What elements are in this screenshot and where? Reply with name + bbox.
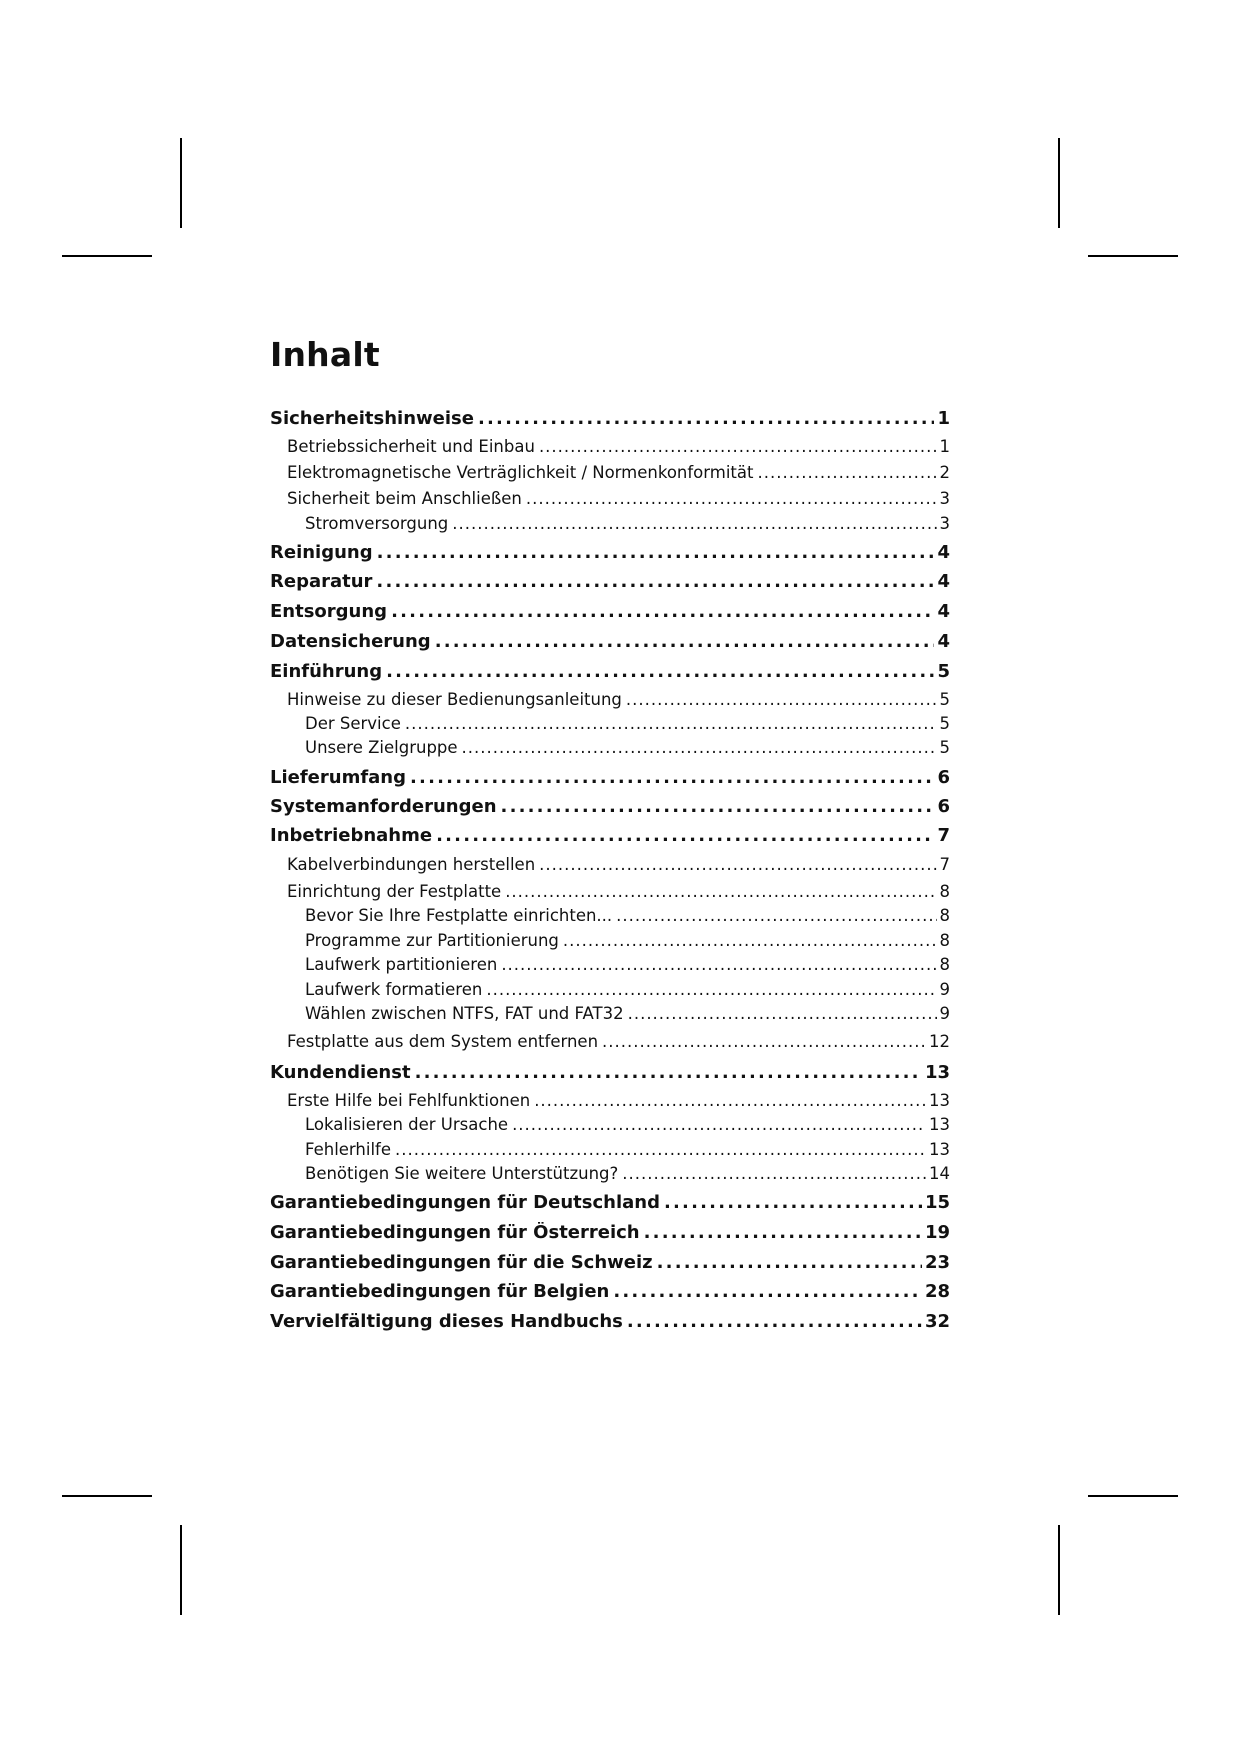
- toc-entry[interactable]: [270, 1091, 950, 1110]
- dot-leader: [563, 931, 937, 950]
- toc-entry-label: Garantiebedingungen für Belgien: [270, 1281, 610, 1302]
- toc-entry-label: Benötigen Sie weitere Unterstützung?: [305, 1164, 619, 1183]
- dot-leader: [628, 1004, 937, 1023]
- toc-entry-label: Sicherheitshinweise: [270, 408, 474, 429]
- dot-leader: [622, 1164, 926, 1183]
- toc-entry[interactable]: [270, 661, 950, 682]
- toc-entry-page-number: 4: [937, 631, 950, 652]
- toc-entry[interactable]: [270, 1140, 950, 1159]
- toc-entry-page-number: 4: [937, 571, 950, 592]
- toc-entry[interactable]: [270, 489, 950, 508]
- toc-entry-page-number: 5: [937, 661, 950, 682]
- toc-entry-label: Inbetriebnahme: [270, 825, 433, 846]
- toc-entry-page-number: 7: [939, 855, 950, 874]
- dot-leader: [478, 408, 935, 429]
- toc-entry-label: Fehlerhilfe: [305, 1140, 392, 1159]
- toc-entry-label: Einführung: [270, 661, 383, 682]
- toc-entry-page-number: 3: [939, 489, 950, 508]
- crop-mark-bottom-right-horizontal: [1088, 1495, 1178, 1497]
- toc-entry-page-number: 7: [937, 825, 950, 846]
- toc-entry[interactable]: [270, 714, 950, 733]
- toc-entry-label: Vervielfältigung dieses Handbuchs: [270, 1311, 623, 1332]
- crop-mark-top-right-horizontal: [1088, 255, 1178, 257]
- toc-entry-label: Programme zur Partitionierung: [305, 931, 559, 950]
- toc-entry-page-number: 13: [929, 1140, 950, 1159]
- toc-entry[interactable]: [270, 542, 950, 563]
- toc-entry[interactable]: [270, 796, 950, 817]
- dot-leader: [526, 489, 937, 508]
- toc-entry-page-number: 4: [937, 542, 950, 563]
- toc-entry-label: Lokalisieren der Ursache: [305, 1115, 509, 1134]
- dot-leader: [501, 796, 935, 817]
- toc-entry[interactable]: [270, 514, 950, 533]
- toc-entry[interactable]: [270, 1311, 950, 1332]
- dot-leader: [512, 1115, 926, 1134]
- toc-entry[interactable]: [270, 855, 950, 874]
- toc-entry-label: Festplatte aus dem System entfernen: [287, 1032, 599, 1051]
- dot-leader: [386, 661, 934, 682]
- toc-entry-page-number: 5: [939, 738, 950, 757]
- dot-leader: [452, 514, 936, 533]
- toc-entry[interactable]: [270, 408, 950, 429]
- dot-leader: [664, 1192, 922, 1213]
- toc-entry[interactable]: [270, 767, 950, 788]
- toc-entry-page-number: 8: [939, 955, 950, 974]
- toc-entry-label: Reparatur: [270, 571, 373, 592]
- crop-mark-top-left-vertical: [180, 138, 182, 228]
- toc-entry-label: Bevor Sie Ihre Festplatte einrichten...: [305, 906, 613, 925]
- toc-entry-page-number: 15: [924, 1192, 950, 1213]
- toc-entry[interactable]: [270, 1004, 950, 1023]
- dot-leader: [391, 601, 934, 622]
- toc-entry[interactable]: [270, 1222, 950, 1243]
- crop-mark-top-right-vertical: [1058, 138, 1060, 228]
- toc-entry[interactable]: [270, 1192, 950, 1213]
- toc-entry-page-number: 12: [929, 1032, 950, 1051]
- dot-leader: [657, 1252, 922, 1273]
- toc-entry-page-number: 5: [939, 714, 950, 733]
- dot-leader: [602, 1032, 926, 1051]
- toc-entry-page-number: 4: [937, 601, 950, 622]
- toc-entry[interactable]: [270, 955, 950, 974]
- toc-entry[interactable]: [270, 1164, 950, 1183]
- toc-entry-label: Elektromagnetische Verträglichkeit / Normenkonformität: [287, 463, 754, 482]
- toc-entry-page-number: 9: [939, 980, 950, 999]
- dot-leader: [410, 767, 934, 788]
- toc-entry-page-number: 1: [939, 437, 950, 456]
- toc-entry-page-number: 28: [924, 1281, 950, 1302]
- crop-mark-bottom-right-vertical: [1058, 1525, 1060, 1615]
- dot-leader: [505, 882, 936, 901]
- toc-entry-label: Datensicherung: [270, 631, 431, 652]
- toc-entry[interactable]: [270, 980, 950, 999]
- dot-leader: [462, 738, 937, 757]
- crop-mark-top-left-horizontal: [62, 255, 152, 257]
- toc-entry-page-number: 8: [939, 931, 950, 950]
- toc-entry-label: Erste Hilfe bei Fehlfunktionen: [287, 1091, 531, 1110]
- toc-entry-label: Lieferumfang: [270, 767, 407, 788]
- toc-entry-page-number: 19: [924, 1222, 950, 1243]
- dot-leader: [757, 463, 936, 482]
- page-title: Inhalt: [270, 335, 380, 374]
- dot-leader: [627, 1311, 922, 1332]
- toc-entry[interactable]: [270, 571, 950, 592]
- dot-leader: [539, 855, 936, 874]
- toc-entry-label: Laufwerk formatieren: [305, 980, 483, 999]
- toc-entry[interactable]: [270, 738, 950, 757]
- toc-entry-page-number: 8: [939, 882, 950, 901]
- toc-entry-page-number: 13: [929, 1115, 950, 1134]
- toc-entry-label: Wählen zwischen NTFS, FAT und FAT32: [305, 1004, 624, 1023]
- toc-entry[interactable]: [270, 882, 950, 901]
- toc-entry-page-number: 13: [924, 1062, 950, 1083]
- crop-mark-bottom-left-vertical: [180, 1525, 182, 1615]
- dot-leader: [616, 906, 936, 925]
- dot-leader: [405, 714, 937, 733]
- toc-entry-label: Kundendienst: [270, 1062, 411, 1083]
- dot-leader: [377, 542, 935, 563]
- toc-entry-label: Stromversorgung: [305, 514, 449, 533]
- dot-leader: [436, 825, 934, 846]
- toc-entry-label: Entsorgung: [270, 601, 388, 622]
- toc-entry-label: Kabelverbindungen herstellen: [287, 855, 536, 874]
- toc-entry[interactable]: [270, 1281, 950, 1302]
- toc-entry-label: Laufwerk partitionieren: [305, 955, 498, 974]
- dot-leader: [395, 1140, 926, 1159]
- toc-entry-label: Betriebssicherheit und Einbau: [287, 437, 535, 456]
- toc-entry[interactable]: [270, 631, 950, 652]
- dot-leader: [534, 1091, 926, 1110]
- toc-entry[interactable]: [270, 1252, 950, 1273]
- toc-entry[interactable]: [270, 690, 950, 709]
- toc-entry-label: Hinweise zu dieser Bedienungsanleitung: [287, 690, 622, 709]
- toc-entry[interactable]: [270, 437, 950, 456]
- dot-leader: [435, 631, 935, 652]
- toc-entry-page-number: 23: [924, 1252, 950, 1273]
- toc-entry[interactable]: [270, 825, 950, 846]
- toc-entry-page-number: 8: [939, 906, 950, 925]
- toc-entry-page-number: 14: [929, 1164, 950, 1183]
- dot-leader: [613, 1281, 922, 1302]
- toc-entry-page-number: 32: [924, 1311, 950, 1332]
- toc-entry-label: Sicherheit beim Anschließen: [287, 489, 522, 508]
- toc-entry-label: Garantiebedingungen für die Schweiz: [270, 1252, 653, 1273]
- toc-entry-label: Unsere Zielgruppe: [305, 738, 458, 757]
- toc-entry-label: Einrichtung der Festplatte: [287, 882, 502, 901]
- toc-entry-page-number: 3: [939, 514, 950, 533]
- toc-entry-page-number: 1: [937, 408, 950, 429]
- toc-entry-page-number: 9: [939, 1004, 950, 1023]
- toc-entry-label: Garantiebedingungen für Deutschland: [270, 1192, 660, 1213]
- dot-leader: [376, 571, 934, 592]
- crop-mark-bottom-left-horizontal: [62, 1495, 152, 1497]
- toc-entry-label: Der Service: [305, 714, 401, 733]
- toc-entry[interactable]: [270, 1062, 950, 1083]
- toc-entry-page-number: 6: [937, 767, 950, 788]
- toc-entry[interactable]: [270, 1032, 950, 1051]
- dot-leader: [415, 1062, 922, 1083]
- toc-entry-page-number: 13: [929, 1091, 950, 1110]
- toc-entry[interactable]: [270, 601, 950, 622]
- toc-entry-page-number: 6: [937, 796, 950, 817]
- toc-entry-label: Reinigung: [270, 542, 373, 563]
- toc-entry-page-number: 5: [939, 690, 950, 709]
- dot-leader: [644, 1222, 922, 1243]
- toc-entry[interactable]: [270, 931, 950, 950]
- dot-leader: [539, 437, 937, 456]
- dot-leader: [501, 955, 936, 974]
- toc-entry[interactable]: [270, 1115, 950, 1134]
- toc-entry[interactable]: [270, 906, 950, 925]
- dot-leader: [486, 980, 936, 999]
- dot-leader: [626, 690, 937, 709]
- toc-entry-label: Garantiebedingungen für Österreich: [270, 1222, 640, 1243]
- toc-entry[interactable]: [270, 463, 950, 482]
- toc-entry-page-number: 2: [939, 463, 950, 482]
- toc-entry-label: Systemanforderungen: [270, 796, 497, 817]
